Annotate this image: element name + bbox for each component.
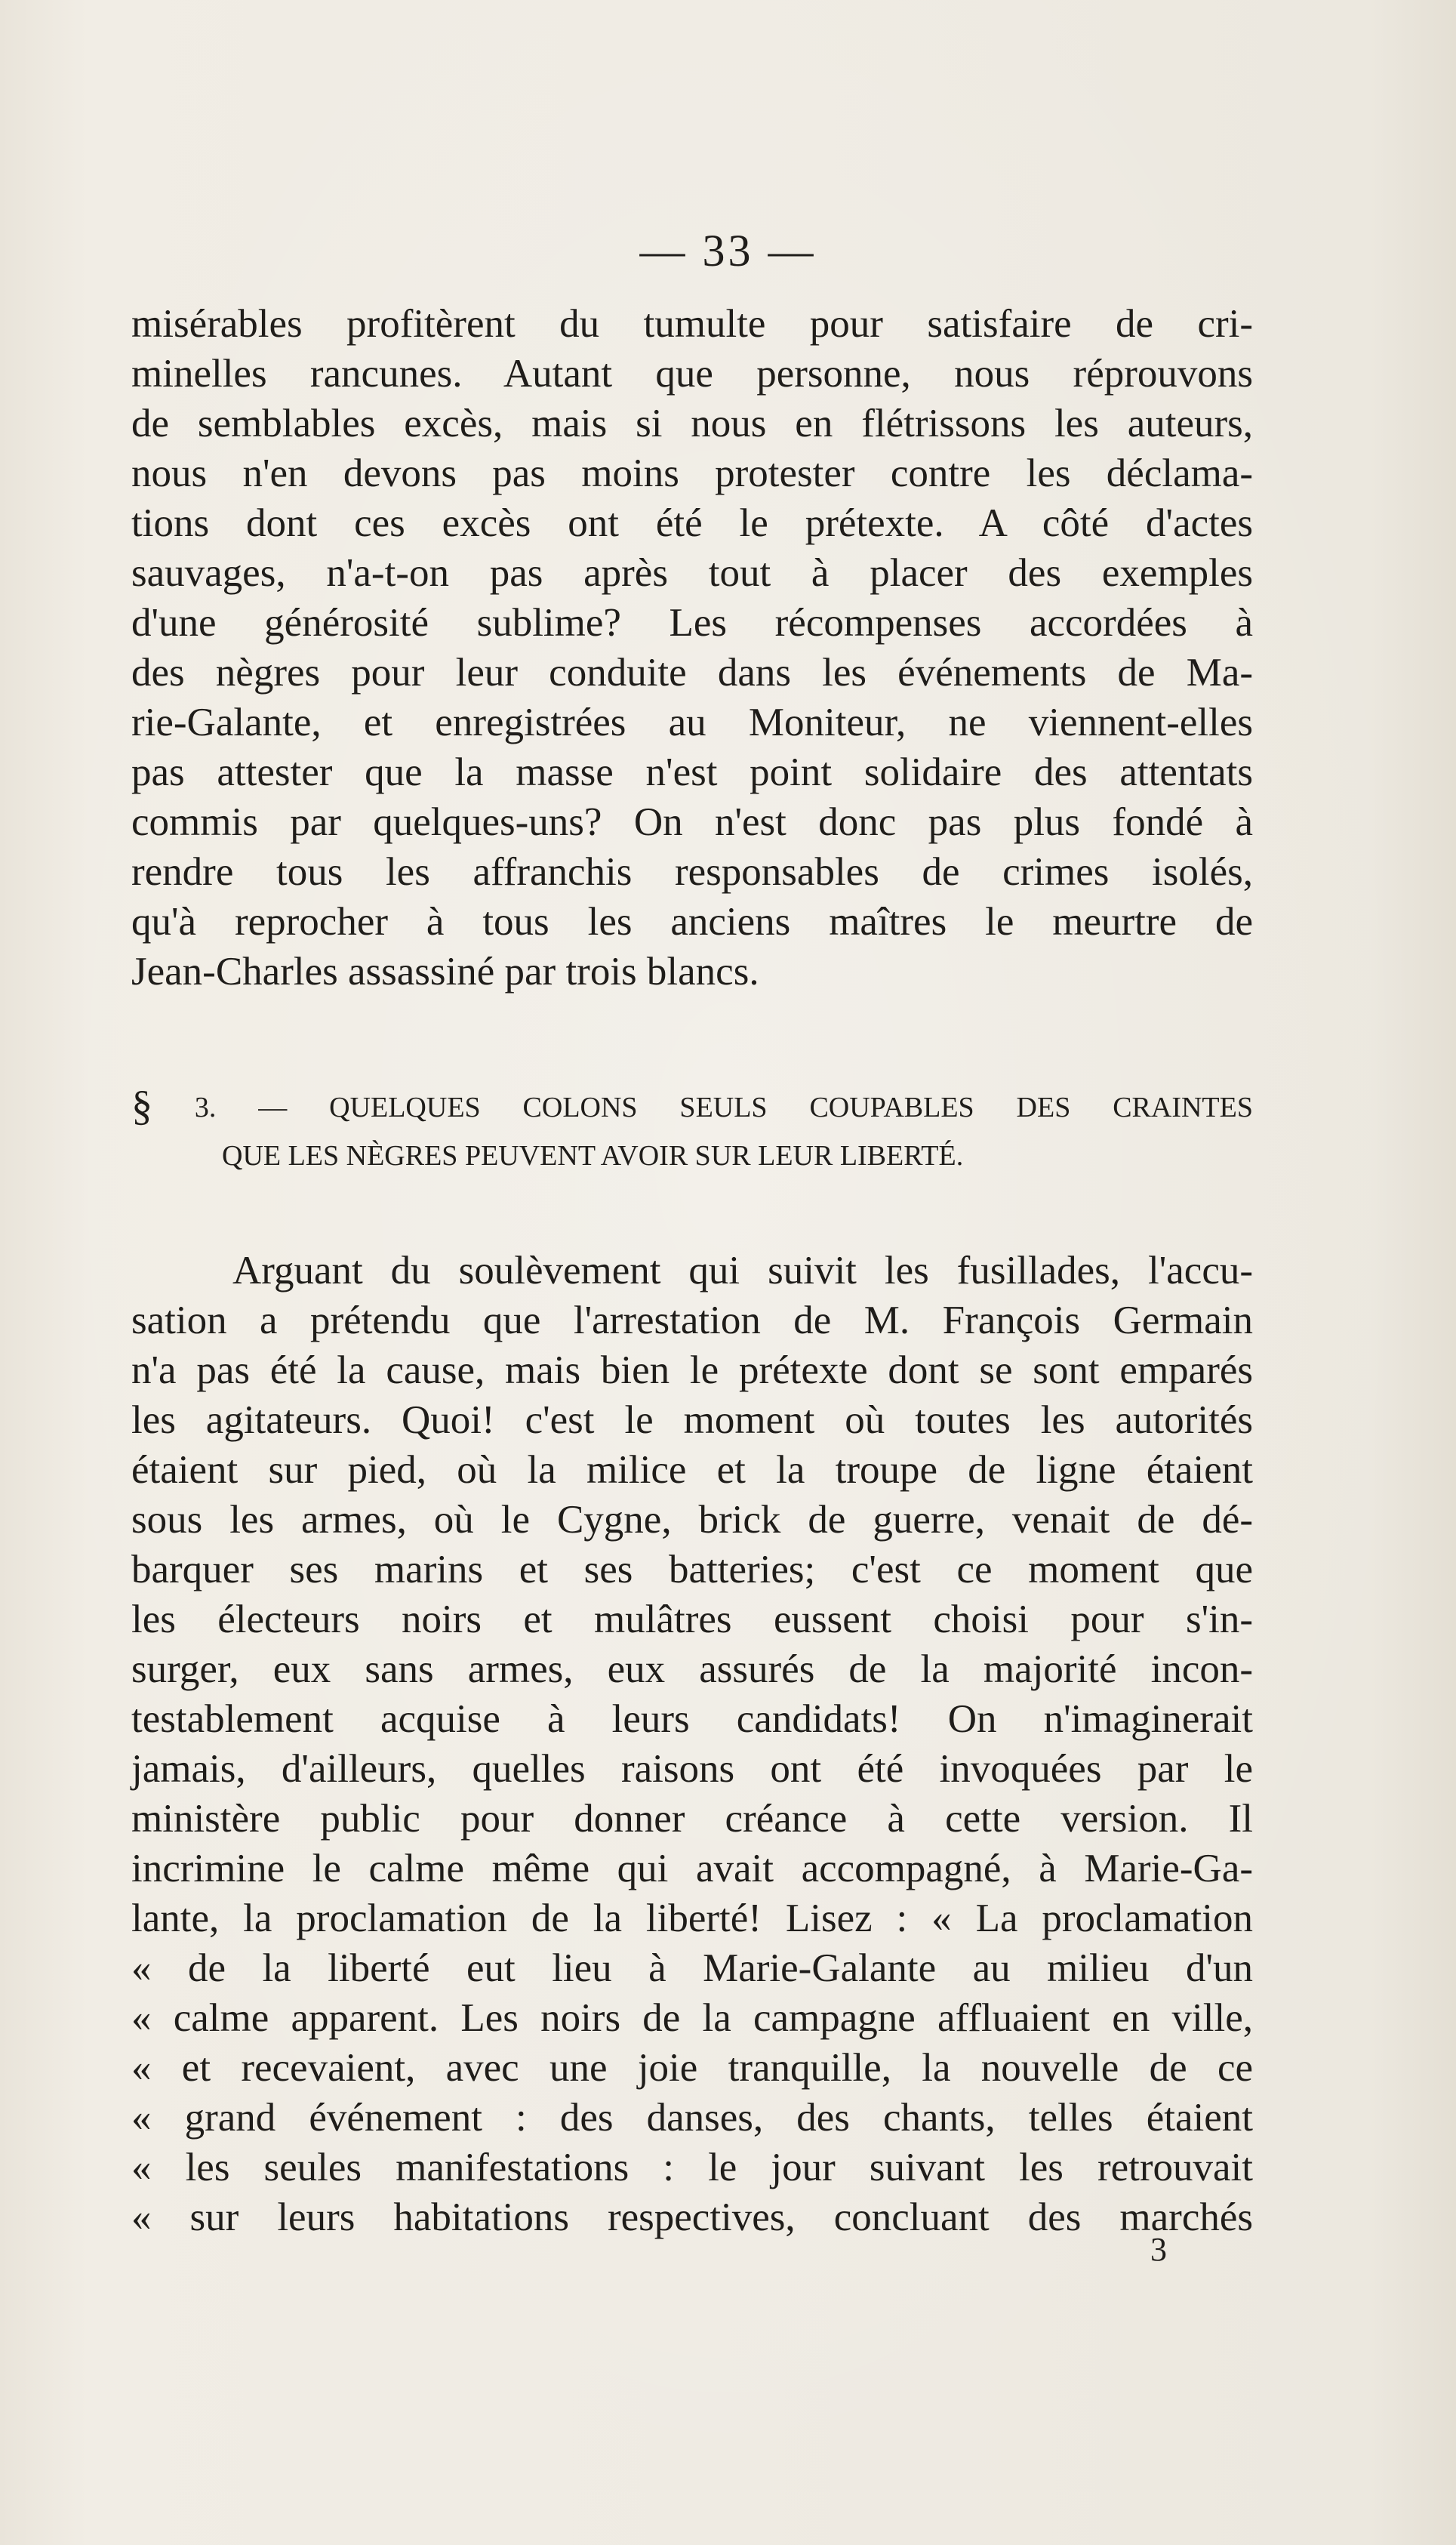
text-line: pas attester que la masse n'est point solidaire des attentats: [131, 750, 1253, 794]
text-line: sauvages, n'a-t-on pas après tout à placer des exemples: [131, 551, 1253, 595]
text-line: Arguant du soulèvement qui suivit les fusillades, l'accu-: [232, 1249, 1253, 1293]
text-line: rendre tous les affranchis responsables de crimes isolés,: [131, 850, 1253, 894]
text-line: « grand événement : des danses, des chants, telles étaient: [131, 2096, 1253, 2140]
signature-mark: 3: [1150, 2231, 1167, 2268]
text-line: misérables profitèrent du tumulte pour satisfaire de cri-: [131, 302, 1253, 346]
section-heading-line-1: [131, 1081, 1253, 1131]
text-line: « de la liberté eut lieu à Marie-Galante au milieu d'un: [131, 1946, 1253, 1990]
text-line: incrimine le calme même qui avait accompagné, à Marie-Ga-: [131, 1847, 1253, 1890]
text-line: surger, eux sans armes, eux assurés de la majorité incon-: [131, 1647, 1253, 1691]
text-line: sous les armes, où le Cygne, brick de guerre, venait de dé-: [131, 1498, 1253, 1542]
text-line: tions dont ces excès ont été le prétexte. A côté d'actes: [131, 501, 1253, 545]
section-heading: [131, 1081, 1253, 1181]
text-line: rie-Galante, et enregistrées au Moniteur, ne viennent-elles: [131, 701, 1253, 744]
text-line: les électeurs noirs et mulâtres eussent choisi pour s'in-: [131, 1598, 1253, 1641]
page-number: — 33 —: [639, 226, 817, 276]
text-line: « sur leurs habitations respectives, concluant des marchés: [131, 2195, 1253, 2239]
text-line: n'a pas été la cause, mais bien le prétexte dont se sont emparés: [131, 1348, 1253, 1392]
text-line: lante, la proclamation de la liberté! Lisez : « La proclamation: [131, 1896, 1253, 1940]
text-line: « et recevaient, avec une joie tranquille, la nouvelle de ce: [131, 2046, 1253, 2090]
text-line: barquer ses marins et ses batteries; c'est ce moment que: [131, 1548, 1253, 1591]
text-line: minelles rancunes. Autant que personne, nous réprouvons: [131, 352, 1253, 396]
text-line: testablement acquise à leurs candidats! On n'imaginerait: [131, 1697, 1253, 1741]
section-title-part-1: 3. — QUELQUES COLONS SEULS COUPABLES DES CRAINTES: [194, 1092, 1253, 1123]
text-line: Jean-Charles assassiné par trois blancs.: [131, 950, 759, 994]
text-line: commis par quelques-uns? On n'est donc pas plus fondé à: [131, 800, 1253, 844]
section-sign: §: [131, 1083, 152, 1129]
paragraph-1: [131, 299, 1253, 997]
paragraph-2: [131, 1246, 1253, 2242]
text-line: des nègres pour leur conduite dans les événements de Ma-: [131, 651, 1253, 695]
section-heading-line-2: QUE LES NÈGRES PEUVENT AVOIR SUR LEUR LIBERTÉ.: [222, 1140, 964, 1172]
text-line: ministère public pour donner créance à cette version. Il: [131, 1797, 1253, 1841]
text-line: jamais, d'ailleurs, quelles raisons ont été invoquées par le: [131, 1747, 1253, 1791]
text-line: sation a prétendu que l'arrestation de M. François Germain: [131, 1299, 1253, 1342]
text-line: nous n'en devons pas moins protester contre les déclama-: [131, 451, 1253, 495]
text-line: « les seules manifestations : le jour suivant les retrouvait: [131, 2146, 1253, 2189]
text-line: d'une générosité sublime? Les récompenses accordées à: [131, 601, 1253, 645]
text-line: qu'à reprocher à tous les anciens maîtres le meurtre de: [131, 900, 1253, 944]
text-line: étaient sur pied, où la milice et la troupe de ligne étaient: [131, 1448, 1253, 1492]
text-line: de semblables excès, mais si nous en flétrissons les auteurs,: [131, 402, 1253, 445]
text-line: les agitateurs. Quoi! c'est le moment où toutes les autorités: [131, 1398, 1253, 1442]
text-line: « calme apparent. Les noirs de la campagne affluaient en ville,: [131, 1996, 1253, 2040]
